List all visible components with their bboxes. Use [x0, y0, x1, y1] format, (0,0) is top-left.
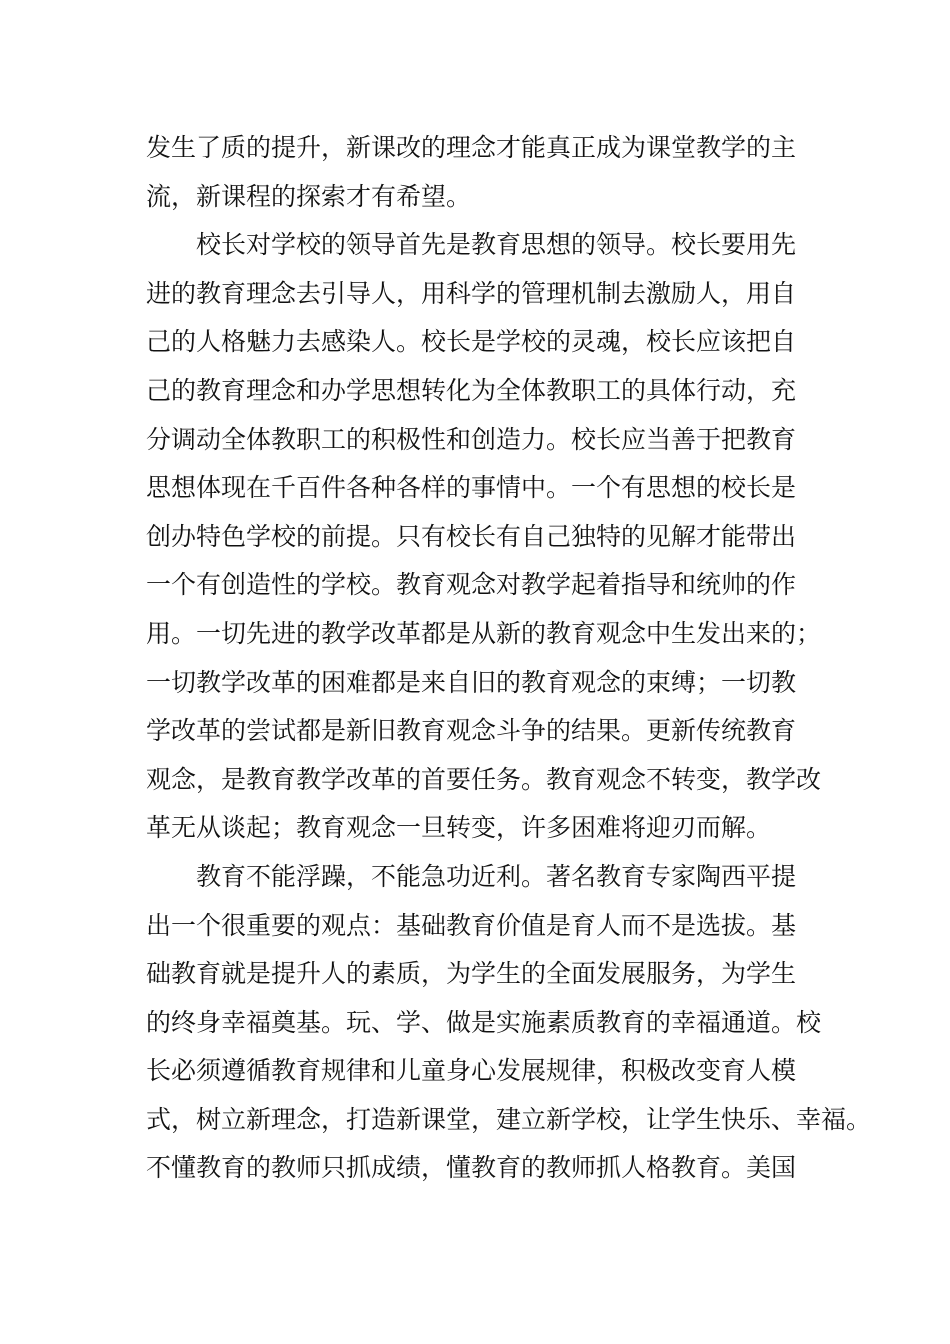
text-line: 己的教育理念和办学思想转化为全体教职工的具体行动，充 — [146, 375, 797, 405]
text-line: 发生了质的提升，新课改的理念才能真正成为课堂教学的主 — [146, 133, 797, 162]
paragraph-first-line: 教育不能浮躁，不能急功近利。著名教育专家陶西平提 — [196, 861, 797, 891]
text-line: 一切教学改革的困难都是来自旧的教育观念的束缚；一切教 — [146, 667, 797, 697]
text-line: 不懂教育的教师只抓成绩，懂教育的教师抓人格教育。美国 — [146, 1153, 797, 1183]
text-line: 进的教育理念去引导人，用科学的管理机制去激励人，用自 — [146, 278, 797, 308]
text-line: 用。一切先进的教学改革都是从新的教育观念中生发出来的； — [146, 618, 822, 648]
text-line: 一个有创造性的学校。教育观念对教学起着指导和统帅的作 — [146, 570, 797, 600]
text-line: 思想体现在千百件各种各样的事情中。一个有思想的校长是 — [146, 473, 797, 503]
body-text — [146, 124, 872, 1193]
text-line: 流，新课程的探索才有希望。 — [146, 181, 472, 211]
text-line: 出一个很重要的观点：基础教育价值是育人而不是选拔。基 — [146, 910, 797, 940]
text-line: 学改革的尝试都是新旧教育观念斗争的结果。更新传统教育 — [146, 716, 797, 746]
text-line: 观念，是教育教学改革的首要任务。教育观念不转变，教学改 — [146, 764, 822, 794]
paragraph-first-line: 校长对学校的领导首先是教育思想的领导。校长要用先 — [196, 230, 797, 260]
text-line: 式，树立新理念，打造新课堂，建立新学校，让学生快乐、幸福。 — [146, 1104, 872, 1134]
text-line: 础教育就是提升人的素质，为学生的全面发展服务，为学生 — [146, 959, 797, 989]
text-line: 创办特色学校的前提。只有校长有自己独特的见解才能带出 — [146, 521, 797, 551]
text-line: 分调动全体教职工的积极性和创造力。校长应当善于把教育 — [146, 424, 797, 454]
text-line: 的终身幸福奠基。玩、学、做是实施素质教育的幸福通道。校 — [146, 1007, 822, 1037]
text-line: 长必须遵循教育规律和儿童身心发展规律，积极改变育人模 — [146, 1056, 797, 1086]
text-line: 革无从谈起；教育观念一旦转变，许多困难将迎刃而解。 — [146, 813, 772, 843]
text-line: 己的人格魅力去感染人。校长是学校的灵魂，校长应该把自 — [146, 327, 797, 357]
